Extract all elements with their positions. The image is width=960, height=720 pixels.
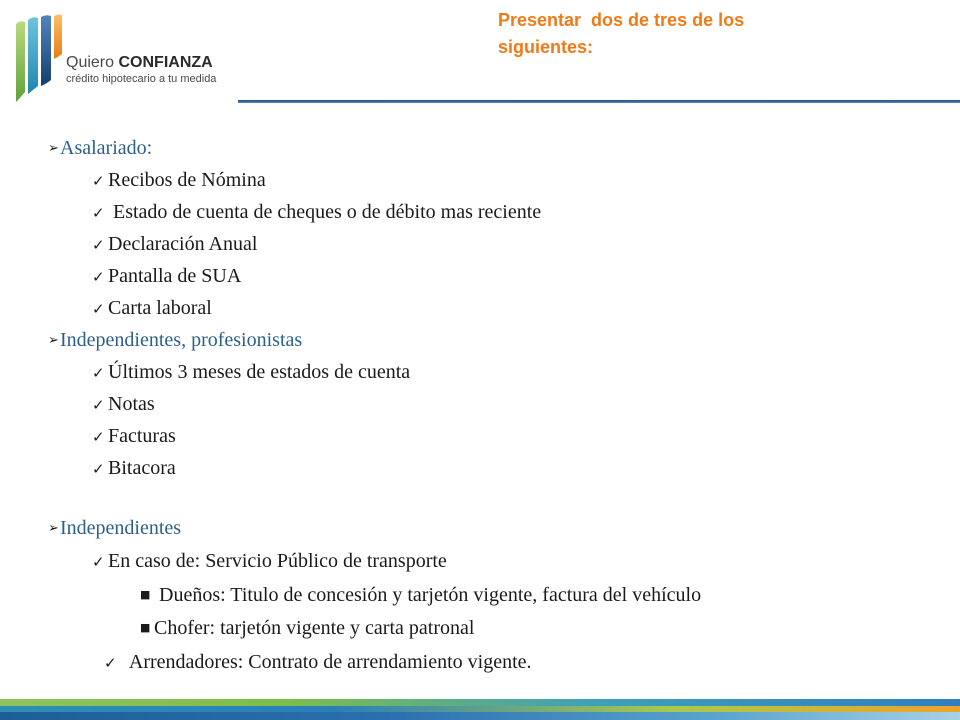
checkmark-icon: ✓ bbox=[92, 460, 105, 478]
header-divider bbox=[238, 100, 960, 103]
checkmark-icon: ✓ bbox=[92, 236, 105, 254]
logo-brand bbox=[66, 54, 216, 72]
arrow-bullet-icon: ➢ bbox=[48, 141, 59, 156]
logo-brand-bold: CONFIANZA bbox=[118, 54, 213, 71]
sub-list-item-text: Chofer: tarjetón vigente y carta patronal bbox=[154, 617, 475, 639]
list-item-text: Últimos 3 meses de estados de cuenta bbox=[108, 361, 411, 383]
list-item-text: Arrendadores: Contrato de arrendamiento vigente. bbox=[120, 651, 532, 673]
list-item bbox=[92, 168, 266, 193]
checkmark-icon: ✓ bbox=[92, 553, 105, 571]
footer-color-band bbox=[0, 699, 960, 720]
list-item-text: Facturas bbox=[108, 425, 176, 447]
slide-title: Presentar dos de tres de los siguientes: bbox=[498, 10, 745, 57]
checkmark-icon: ✓ bbox=[104, 654, 117, 672]
list-item-text: Estado de cuenta de cheques o de débito mas reciente bbox=[108, 201, 542, 223]
checkmark-icon: ✓ bbox=[92, 268, 105, 286]
section-heading-profesionistas bbox=[48, 328, 302, 353]
list-item-text: Declaración Anual bbox=[108, 233, 258, 255]
section-heading-text: Asalariado: bbox=[60, 137, 153, 159]
list-item bbox=[92, 296, 212, 321]
list-item bbox=[92, 200, 541, 225]
logo-bars-icon bbox=[14, 14, 64, 104]
list-item bbox=[92, 232, 257, 257]
list-item-text: En caso de: Servicio Público de transporte bbox=[108, 550, 447, 572]
list-item bbox=[92, 549, 447, 574]
arrow-bullet-icon: ➢ bbox=[48, 521, 59, 536]
square-bullet-icon: ■ bbox=[140, 621, 151, 634]
section-heading-text: Independientes, profesionistas bbox=[60, 329, 303, 351]
checkmark-icon: ✓ bbox=[92, 396, 105, 414]
list-item bbox=[92, 392, 155, 417]
list-item-text: Recibos de Nómina bbox=[108, 169, 266, 191]
sub-list-item-text: Dueños: Titulo de concesión y tarjetón vigente, factura del vehículo bbox=[154, 584, 702, 606]
company-logo bbox=[14, 14, 234, 104]
list-item-text: Carta laboral bbox=[108, 297, 212, 319]
checkmark-icon: ✓ bbox=[92, 364, 105, 382]
sub-list-item bbox=[140, 616, 474, 640]
checkmark-icon: ✓ bbox=[92, 204, 105, 222]
list-item bbox=[92, 360, 410, 385]
list-item-text: Notas bbox=[108, 393, 155, 415]
list-item bbox=[92, 264, 241, 289]
footer-band-bottom bbox=[0, 712, 960, 720]
section-heading-asalariado bbox=[48, 136, 152, 161]
list-item bbox=[92, 424, 176, 449]
checkmark-icon: ✓ bbox=[92, 428, 105, 446]
arrow-bullet-icon: ➢ bbox=[48, 333, 59, 348]
list-item bbox=[104, 650, 532, 675]
sub-list-item bbox=[140, 583, 701, 607]
logo-tagline: crédito hipotecario a tu medida bbox=[66, 73, 217, 85]
list-item-text: Bitacora bbox=[108, 457, 176, 479]
logo-brand-light: Quiero bbox=[66, 54, 115, 71]
checkmark-icon: ✓ bbox=[92, 300, 105, 318]
section-heading-independientes bbox=[48, 516, 181, 541]
list-item-text: Pantalla de SUA bbox=[108, 265, 242, 287]
checkmark-icon: ✓ bbox=[92, 172, 105, 190]
logo-wordmark bbox=[66, 54, 216, 85]
section-heading-text: Independientes bbox=[60, 517, 182, 539]
list-item bbox=[92, 456, 176, 481]
square-bullet-icon: ■ bbox=[140, 588, 151, 601]
footer-band-top bbox=[0, 699, 960, 706]
